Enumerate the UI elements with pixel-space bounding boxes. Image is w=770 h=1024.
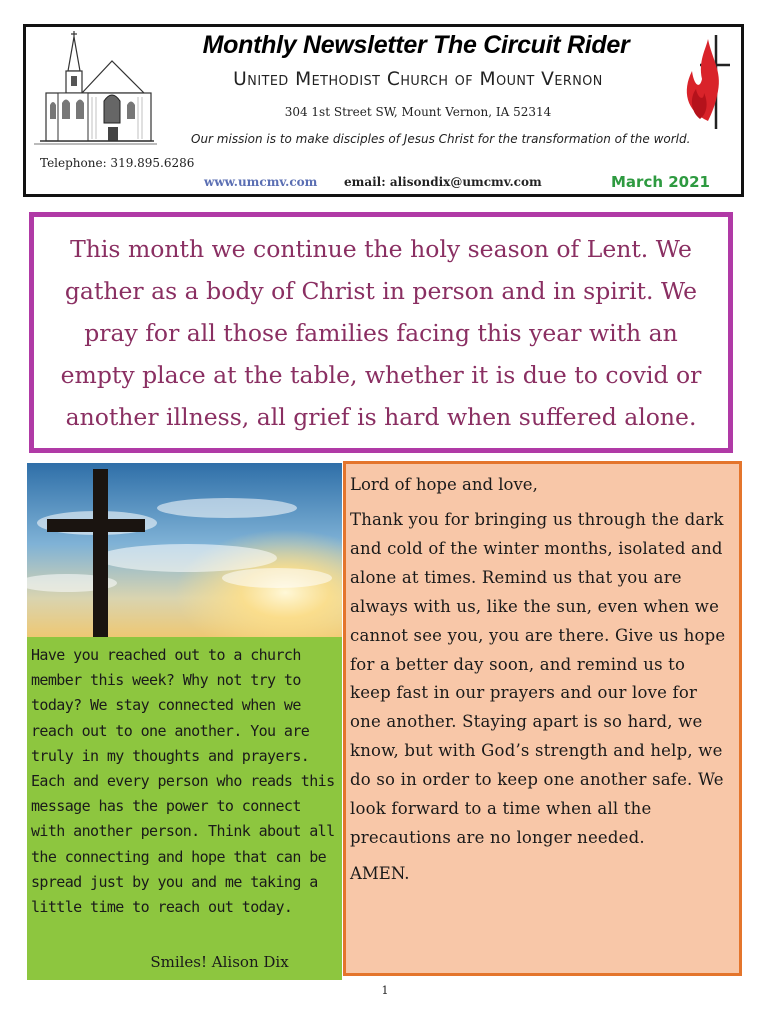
cross-and-flame-icon — [678, 31, 730, 131]
issue-date: March 2021 — [611, 173, 710, 191]
lent-message-box — [29, 212, 733, 453]
website-link[interactable]: www.umcmv.com — [204, 175, 318, 189]
outreach-message: Have you reached out to a church member this week? Why not try to today? We stay connected when we reach out to one another. You are truly in my thoughts and prayers. Each and every person who reads this message has the power to connect with another person. Think about all the connecting and hope that can be spread just by you and me taking a little time to reach out today. — [31, 646, 335, 917]
outreach-box — [27, 637, 342, 980]
newsletter-header — [23, 24, 744, 197]
prayer-box — [343, 461, 742, 976]
newsletter-title: Monthly Newsletter The Circuit Rider — [202, 31, 630, 59]
lent-message: This month we continue the holy season of Lent. We gather as a body of Christ in person and in spirit. We pray for all those families facing this year with an empty place at the table, whether it is due to covid or another illness, all grief is hard when suffered alone. — [60, 234, 702, 431]
prayer-closing: AMEN. — [350, 863, 410, 883]
telephone: Telephone: 319.895.6286 — [40, 156, 195, 170]
church-address: 304 1st Street SW, Mount Vernon, IA 52314 — [284, 105, 552, 119]
mission-statement: Our mission is to make disciples of Jesus Christ for the transformation of the world. — [191, 131, 691, 146]
church-illustration — [32, 31, 157, 146]
prayer-opening: Lord of hope and love, — [350, 475, 538, 494]
prayer-body: Thank you for bringing us through the dark and cold of the winter months, isolated and alone at times. Remind us that you are always with us, like the sun, even when we cannot see you, you are there. Give us hope for a better day soon, and remind us to keep fast in our prayers and our love for one another. Staying apart is so hard, we know, but with God’s strength and help, we do so in order to keep one another safe. We look forward to a time when all the precautions are no longer needed. — [350, 510, 726, 847]
email-address[interactable]: email: alisondix@umcmv.com — [344, 175, 542, 189]
church-name: United Methodist Church of Mount Vernon — [233, 68, 603, 90]
signoff: Smiles! Alison Dix — [150, 953, 289, 971]
cross-at-sunset-photo — [27, 463, 342, 643]
page-number: 1 — [381, 984, 389, 997]
